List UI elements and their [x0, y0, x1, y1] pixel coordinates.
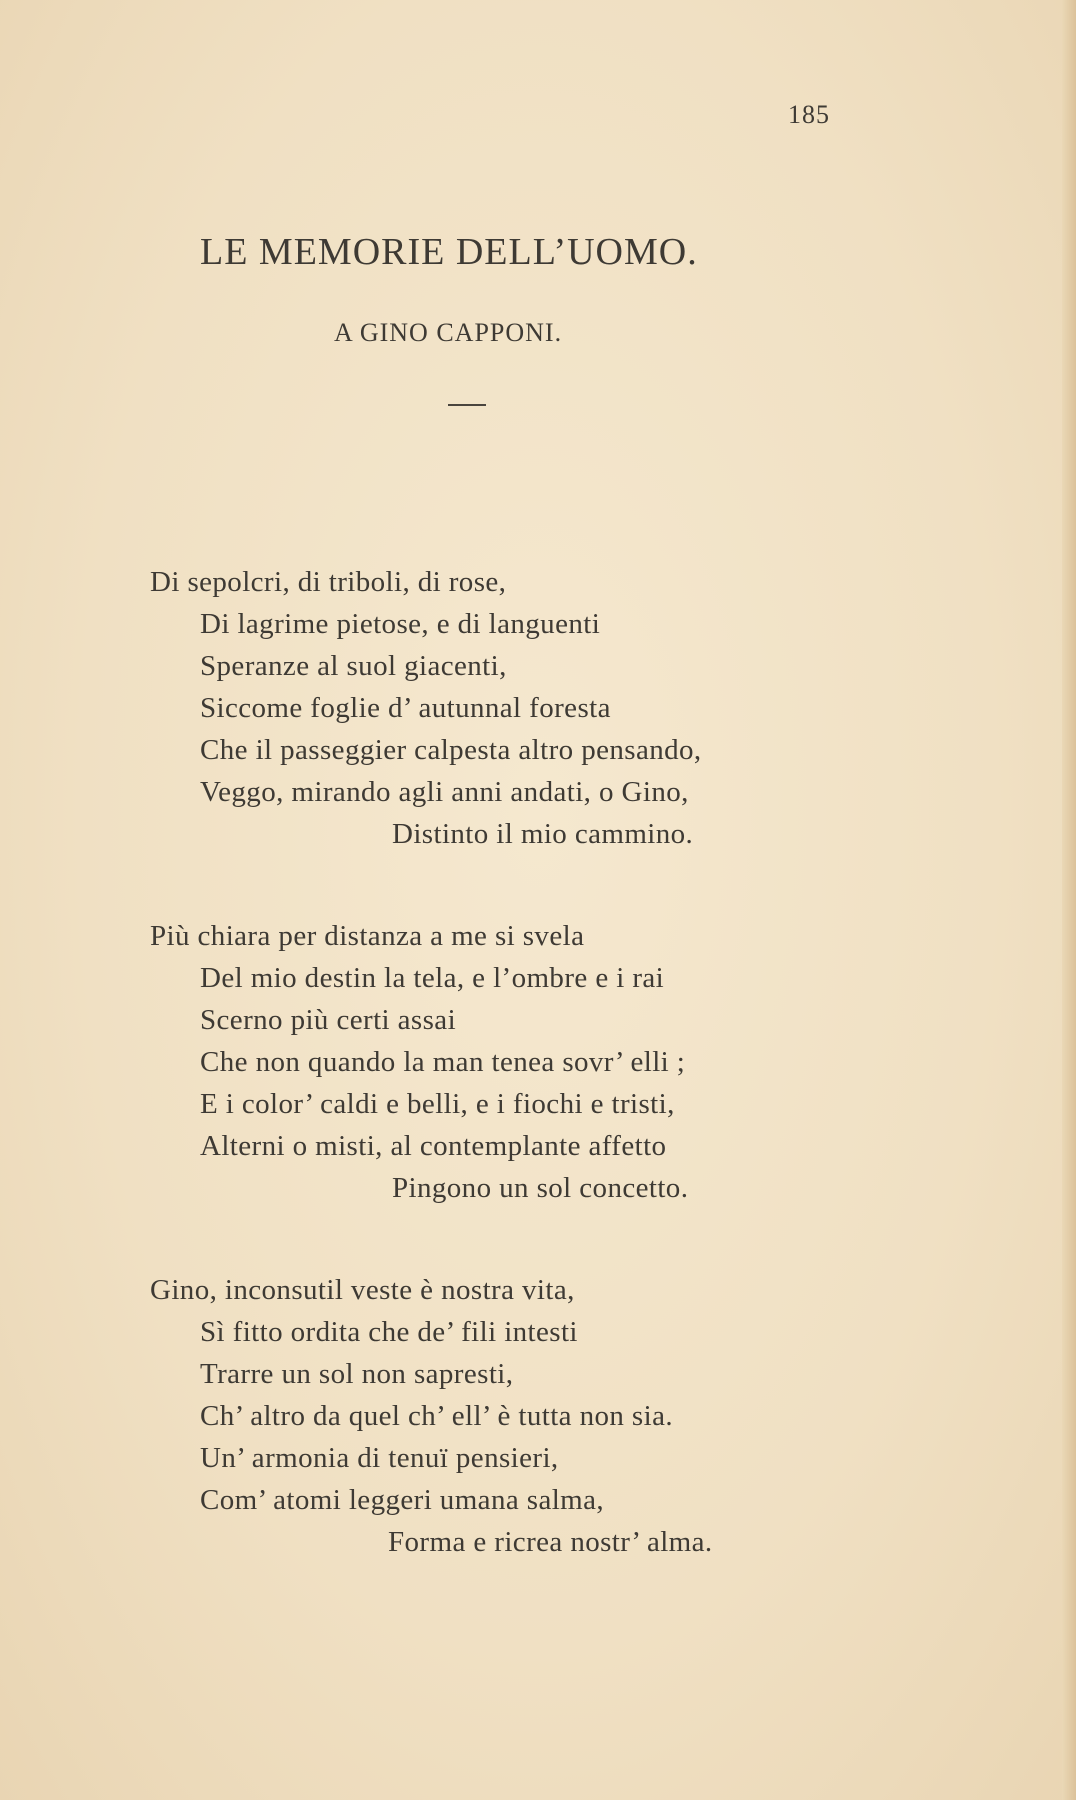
- verse-line: Gino, inconsutil veste è nostra vita,: [150, 1274, 575, 1306]
- verse-line: Che il passeggier calpesta altro pensando,: [200, 734, 702, 766]
- verse-line: Di lagrime pietose, e di languenti: [200, 608, 601, 640]
- poem-dedication: A GINO CAPPONI.: [334, 318, 563, 347]
- verse-line: Siccome foglie d’ autunnal foresta: [200, 692, 611, 724]
- verse-line: Com’ atomi leggeri umana salma,: [200, 1484, 605, 1516]
- verse-line: Distinto il mio cammino.: [392, 818, 694, 850]
- verse-line: Pingono un sol concetto.: [392, 1172, 689, 1204]
- page-edge: [1062, 0, 1076, 1800]
- verse-line: Alterni o misti, al contemplante affetto: [200, 1130, 667, 1162]
- page-number: 185: [788, 100, 830, 129]
- verse-line: Di sepolcri, di triboli, di rose,: [150, 566, 507, 598]
- verse-line: Forma e ricrea nostr’ alma.: [388, 1526, 713, 1558]
- verse-line: Veggo, mirando agli anni andati, o Gino,: [200, 776, 689, 808]
- separator-rule: [448, 404, 486, 406]
- verse-line: Un’ armonia di tenuï pensieri,: [200, 1442, 559, 1474]
- verse-line: Scerno più certi assai: [200, 1004, 457, 1036]
- verse-line: Trarre un sol non sapresti,: [200, 1358, 514, 1390]
- verse-line: Speranze al suol giacenti,: [200, 650, 507, 682]
- verse-line: E i color’ caldi e belli, e i fiochi e tristi,: [200, 1088, 675, 1120]
- verse-line: Ch’ altro da quel ch’ ell’ è tutta non sia.: [200, 1400, 673, 1432]
- poem-title: LE MEMORIE DELL’UOMO.: [200, 231, 698, 273]
- verse-line: Del mio destin la tela, e l’ombre e i rai: [200, 962, 665, 994]
- verse-line: Sì fitto ordita che de’ fili intesti: [200, 1316, 578, 1348]
- verse-line: Più chiara per distanza a me si svela: [150, 920, 585, 952]
- verse-line: Che non quando la man tenea sovr’ elli ;: [200, 1046, 686, 1078]
